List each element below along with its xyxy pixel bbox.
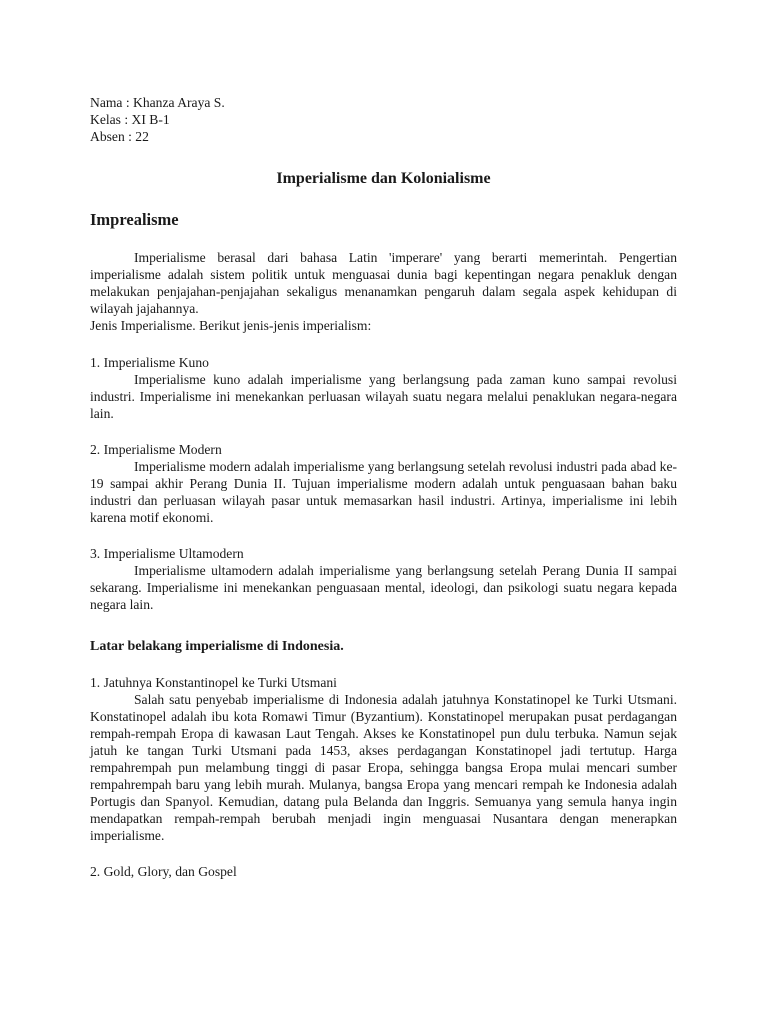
background-item-gold-glory-gospel <box>90 863 677 880</box>
background-label: 2. Gold, Glory, dan Gospel <box>90 864 237 879</box>
section-heading-imprealisme: Imprealisme <box>90 210 179 229</box>
type-text: Imperialisme kuno adalah imperialisme yang berlangsung pada zaman kuno sampai revolusi industri. Imperialisme ini menekankan perluasan wilayah suatu negara melalui penaklukan negara-negara lain. <box>90 372 677 421</box>
student-absen: Absen : 22 <box>90 129 149 144</box>
type-text: Imperialisme modern adalah imperialisme yang berlangsung setelah revolusi industri pada abad ke-19 sampai akhir Perang Dunia II. Tujuan imperialisme modern adalah untuk penguasaan bahan baku industri dan perluasan wilayah pasar untuk memasarkan hasil industri. Artinya, imperialisme ini lebih karena motif ekonomi. <box>90 459 677 525</box>
student-info <box>90 94 677 145</box>
student-class: Kelas : XI B-1 <box>90 112 170 127</box>
background-item-konstantinopel <box>90 674 677 844</box>
intro-paragraph: Imperialisme berasal dari bahasa Latin 'imperare' yang berarti memerintah. Pengertian imperialisme adalah sistem politik untuk menguasai dunia bagi kepentingan negara penakluk dengan melakukan penjajahan-penjajahan sekaligus menanamkan pengaruh dalam segala aspek kehidupan di wilayah jajahannya. <box>90 250 677 316</box>
section-heading-latar-belakang: Latar belakang imperialisme di Indonesia. <box>90 639 344 654</box>
background-label: 1. Jatuhnya Konstantinopel ke Turki Utsmani <box>90 675 337 690</box>
type-item-modern <box>90 441 677 526</box>
background-text: Salah satu penyebab imperialisme di Indonesia adalah jatuhnya Konstatinopel ke Turki Utsmani. Konstatinopel adalah ibu kota Romawi Timur (Byzantium). Konstatinopel merupakan pusat perdagangan rempah-rempah Eropa di kawasan Laut Tengah. Akses ke Konstatinopel pun dulu terbuka. Namun sejak jatuh ke tangan Turki Utsmani pada 1453, akses perdagangan Konstatinopel jadi tertutup. Harga rempahrempah pun melambung tinggi di pasar Eropa, sehingga bangsa Eropa mulai mencari sumber rempahrempah baru yang lebih murah. Mulanya, bangsa Eropa yang mencari rempah ke Indonesia adalah Portugis dan Spanyol. Kemudian, datang pula Belanda dan Inggris. Semuanya yang semula hanya ingin mendapatkan rempah-rempah berubah menjadi ingin menguasai Nusantara dengan menerapkan imperialisme. <box>90 692 677 843</box>
type-label: 2. Imperialisme Modern <box>90 442 222 457</box>
type-text: Imperialisme ultamodern adalah imperialisme yang berlangsung setelah Perang Dunia II sampai sekarang. Imperialisme ini menekankan penguasaan mental, ideologi, dan psikologi suatu negara kepada negara lain. <box>90 563 677 612</box>
type-item-kuno <box>90 354 677 422</box>
types-intro: Jenis Imperialisme. Berikut jenis-jenis imperialism: <box>90 318 372 333</box>
document-page <box>90 94 677 880</box>
type-label: 1. Imperialisme Kuno <box>90 355 209 370</box>
type-item-ultamodern <box>90 545 677 613</box>
document-title: Imperialisme dan Kolonialisme <box>276 170 491 187</box>
student-name: Nama : Khanza Araya S. <box>90 95 225 110</box>
type-label: 3. Imperialisme Ultamodern <box>90 546 244 561</box>
